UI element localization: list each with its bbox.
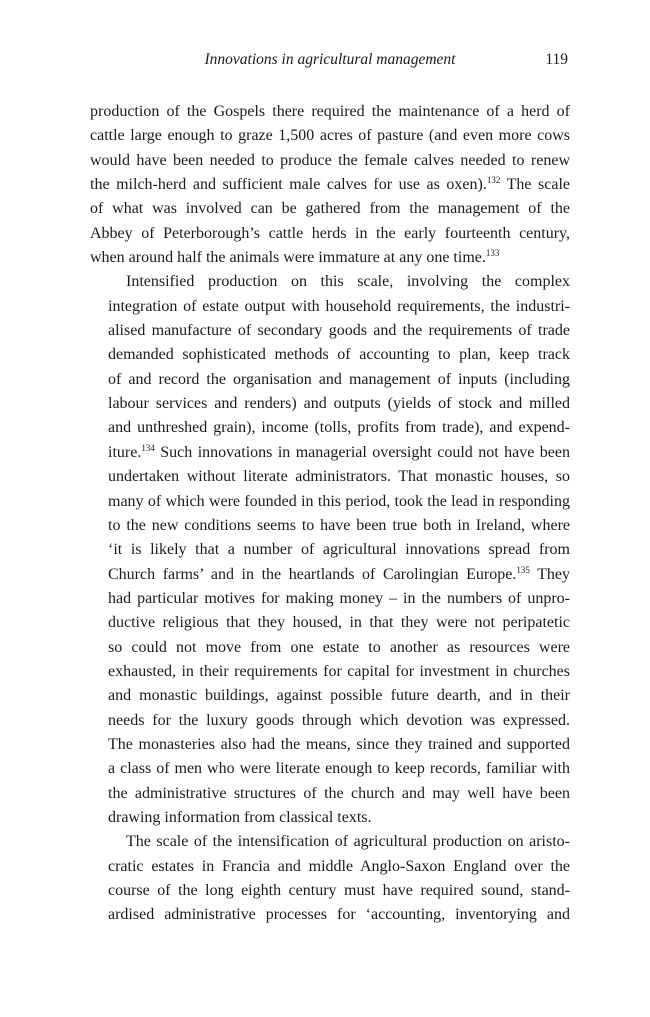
running-head-title: Innovations in agricultural management (204, 51, 456, 68)
text-line: of what was involved can be gathered from the management of the (90, 200, 570, 218)
text-line: a class of men who were literate enough to keep records, familiar with (108, 760, 570, 778)
text-line: needs for the luxury goods through which devotion was expressed. (108, 711, 570, 729)
footnote-ref-132[interactable]: 132 (486, 175, 501, 186)
text-line: cratic estates in Francia and middle Anglo-Saxon England over the (108, 857, 570, 875)
paragraph (90, 830, 570, 927)
text-line: ductive religious that they housed, in that they were not peripatetic (108, 614, 570, 632)
text-line: Abbey of Peterborough’s cattle herds in the early fourteenth century, (90, 224, 570, 242)
paragraph (90, 100, 570, 270)
text-line: The monasteries also had the means, since they trained and supported (108, 735, 570, 753)
text-line: and monastic buildings, against possible future dearth, and in their (108, 687, 570, 705)
text-line: integration of estate output with household requirements, the industri- (108, 297, 570, 315)
text-line: many of which were founded in this period, took the lead in responding (108, 492, 570, 510)
running-head (90, 51, 570, 73)
text-line: demanded sophisticated methods of accounting to plan, keep track (108, 346, 570, 364)
text-line: alised manufacture of secondary goods and the requirements of trade (108, 322, 570, 340)
text-line: The scale of the intensification of agricultural production on aristo- (126, 833, 570, 851)
paragraph (90, 270, 570, 830)
footnote-ref-133[interactable]: 133 (485, 248, 500, 259)
footnote-ref-134[interactable]: 134 (141, 442, 155, 453)
text-line: drawing information from classical texts. (108, 808, 372, 826)
text-line: to the new conditions seems to have been true both in Ireland, where (108, 516, 570, 534)
text-line: would have been needed to produce the female calves needed to renew (90, 151, 570, 169)
text-line: iture.$^{134}$ Such innovations in managerial oversight could not have been (108, 442, 570, 461)
text-line: ‘it is likely that a number of agricultural innovations spread from (108, 541, 570, 559)
text-line: the milch-herd and sufficient male calves for use as oxen).$^{132}$ The scale (90, 175, 571, 194)
text-line: when around half the animals were immature at any one time.$^{133}$ (90, 248, 500, 267)
text-line: of and record the organisation and management of inputs (including (108, 370, 570, 388)
text-line: labour services and renders) and outputs (yields of stock and milled (108, 395, 570, 413)
text-line: and unthreshed grain), income (tolls, profits from trade), and expend- (108, 419, 570, 437)
text-line: exhausted, in their requirements for capital for investment in churches (108, 662, 570, 680)
text-line: course of the long eighth century must have required sound, stand- (108, 882, 570, 899)
text-line: the administrative structures of the church and may well have been (108, 784, 570, 802)
footnote-ref-135[interactable]: 135 (516, 564, 530, 575)
text-line: Intensified production on this scale, involving the complex (126, 273, 570, 291)
text-line: production of the Gospels there required the maintenance of a herd of (90, 103, 570, 120)
text-line: so could not move from one estate to another as resources were (108, 638, 570, 656)
text-line: cattle large enough to graze 1,500 acres of pasture (and even more cows (90, 127, 570, 145)
text-line: Church farms’ and in the heartlands of Carolingian Europe.$^{135}$ They (108, 564, 570, 583)
body-text (90, 100, 570, 928)
text-line: had particular motives for making money – in the numbers of unpro- (108, 589, 570, 607)
page-number: 119 (545, 51, 568, 68)
text-line: ardised administrative processes for ‘accounting, inventorying and (108, 906, 570, 924)
text-line: undertaken without literate administrators. That monastic houses, so (108, 468, 570, 486)
